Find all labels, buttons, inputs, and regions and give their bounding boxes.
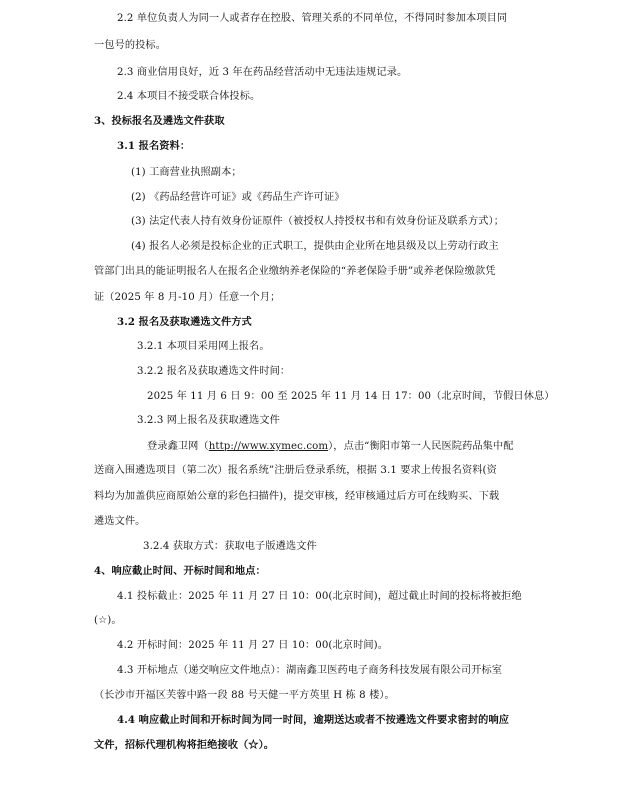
clause-3-2-2: 3.2.2 报名及获取遴选文件时间：	[137, 366, 291, 377]
procedure-line2: 送商入围遴选项目（第二次）报名系统”注册后登录系统，根据 3.1 要求上传报名资料(资	[94, 465, 497, 476]
clause-2-2-line2: 一包号的投标。	[94, 40, 167, 51]
procedure-line1-suffix: ），点击“衡阳市第一人民医院药品集中配	[328, 441, 514, 452]
section-3-heading: 3、投标报名及遴选文件获取	[94, 115, 225, 127]
clause-4-3-line1: 4.3 开标地点（递交响应文件地点）：湖南鑫卫医药电子商务科技发展有限公司开标室	[117, 665, 503, 676]
list-item-4-line3: 证（2025 年 8 月-10 月）任意一个月；	[94, 292, 281, 303]
procedure-line4: 遴选文件。	[94, 516, 146, 527]
section-3-2-heading: 3.2 报名及获取遴选文件方式	[117, 316, 252, 328]
clause-3-2-1: 3.2.1 本项目采用网上报名。	[137, 341, 270, 352]
clause-2-2-line1: 2.2 单位负责人为同一人或者存在控股、管理关系的不同单位，不得同时参加本项目同	[117, 13, 508, 24]
clause-4-2: 4.2 开标时间：2025 年 11 月 27 日 10：00(北京时间)。	[117, 640, 389, 651]
list-item-4-line1: (4) 报名人必须是投标企业的正式职工，提供由企业所在地县级及以上劳动行政主	[131, 241, 499, 252]
section-3-1-heading: 3.1 报名资料：	[117, 140, 191, 152]
clause-4-1-line1: 4.1 投标截止：2025 年 11 月 27 日 10：00(北京时间)，超过截止时间的投标将被拒绝	[117, 591, 522, 602]
procedure-line3: 料均为加盖供应商原始公章的彩色扫描件)，提交审核，经审核通过后方可在线购买、下载	[94, 491, 500, 502]
clause-2-3: 2.3 商业信用良好，近 3 年在药品经营活动中无违法违规记录。	[117, 67, 408, 78]
clause-4-3-line2: （长沙市开福区芙蓉中路一段 88 号天健一平方英里 H 栋 8 楼）。	[94, 690, 395, 701]
website-link[interactable]: http://www.xymec.com	[208, 441, 329, 452]
registration-time: 2025 年 11 月 6 日 9：00 至 2025 年 11 月 14 日 17：00（北京时间，节假日休息）	[147, 391, 555, 402]
section-4-heading: 4、响应截止时间、开标时间和地点：	[94, 565, 266, 577]
clause-2-4: 2.4 本项目不接受联合体投标。	[117, 91, 261, 102]
procedure-line1	[147, 440, 514, 453]
clause-3-2-3: 3.2.3 网上报名及获取遴选文件	[137, 415, 280, 426]
clause-4-1-line2: (☆)。	[94, 615, 122, 626]
clause-4-4-line1: 4.4 响应截止时间和开标时间为同一时间，逾期送达或者不按遴选文件要求密封的响应	[117, 714, 510, 726]
list-item-2: (2) 《药品经营许可证》或《药品生产许可证》	[131, 192, 345, 203]
list-item-3: (3) 法定代表人持有效身份证原件（被授权人持授权书和有效身份证及联系方式）；	[131, 216, 505, 227]
list-item-4-line2: 管部门出具的能证明报名人在报名企业缴纳养老保险的“养老保险手册”或养老保险缴款凭	[94, 266, 496, 277]
list-item-1: (1) 工商营业执照副本；	[131, 167, 242, 178]
clause-3-2-4: 3.2.4 获取方式：获取电子版遴选文件	[143, 541, 317, 552]
clause-4-4-line2: 文件，招标代理机构将拒绝接收（☆）。	[94, 739, 275, 751]
procedure-line1-prefix: 登录鑫卫网（	[147, 441, 209, 452]
